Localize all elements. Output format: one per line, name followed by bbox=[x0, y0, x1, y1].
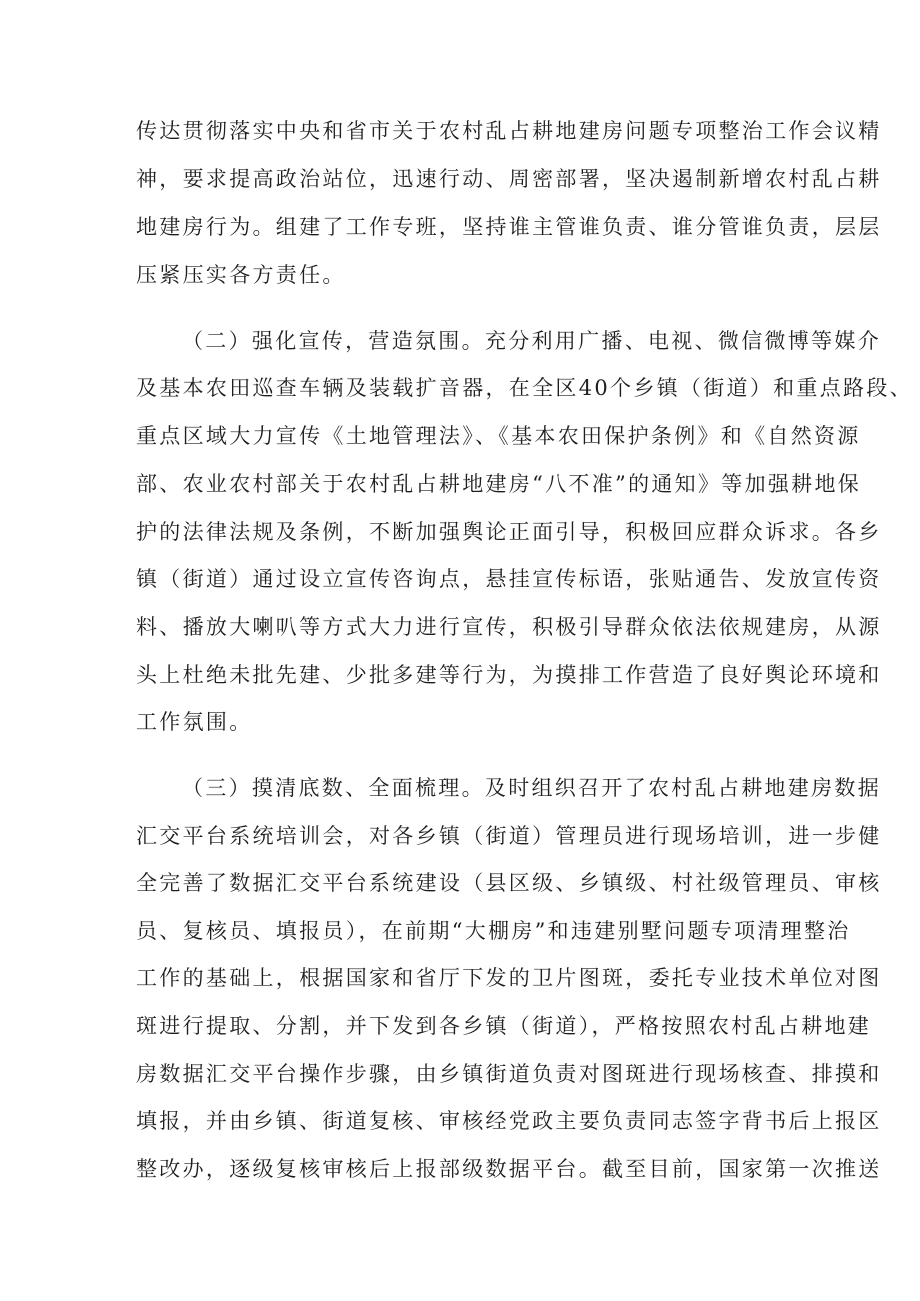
paragraph-1-line-3: 地建房行为。组建了工作专班，坚持谁主管谁负责、谁分管谁负责，层层 bbox=[136, 215, 882, 239]
paragraph-2-line-4: 部、农业农村部关于农村乱占耕地建房“八不准”的通知》等加强耕地保 bbox=[136, 472, 862, 496]
paragraph-3-line-8: 填报，并由乡镇、街道复核、审核经党政主要负责同志签字背书后上报区 bbox=[136, 1109, 882, 1133]
paragraph-2-line-8: 头上杜绝未批先建、少批多建等行为，为摸排工作营造了良好舆论环境和 bbox=[136, 663, 882, 687]
paragraph-3-line-4: 员、复核员、填报员），在前期“大棚房”和违建别墅问题专项清理整治 bbox=[136, 919, 851, 943]
paragraph-1-line-2: 神，要求提高政治站位，迅速行动、周密部署，坚决遏制新增农村乱占耕 bbox=[136, 167, 882, 191]
paragraph-3-line-7: 房数据汇交平台操作步骤，由乡镇街道负责对图斑进行现场核查、排摸和 bbox=[136, 1062, 882, 1086]
paragraph-3-line-9: 整改办，逐级复核审核后上报部级数据平台。截至目前，国家第一次推送 bbox=[136, 1157, 882, 1181]
paragraph-2-line-2: 及基本农田巡查车辆及装载扩音器，在全区40个乡镇（街道）和重点路段、 bbox=[136, 376, 913, 400]
paragraph-2-line-9: 工作氛围。 bbox=[136, 710, 253, 734]
paragraph-1-line-1: 传达贯彻落实中央和省市关于农村乱占耕地建房问题专项整治工作会议精 bbox=[136, 119, 882, 143]
paragraph-3-line-5: 工作的基础上，根据国家和省厅下发的卫片图斑，委托专业技术单位对图 bbox=[136, 966, 882, 990]
paragraph-3-line-3: 全完善了数据汇交平台系统建设（县区级、乡镇级、村社级管理员、审核 bbox=[136, 871, 882, 895]
paragraph-3-line-1: （三）摸清底数、全面梳理。及时组织召开了农村乱占耕地建房数据 bbox=[182, 776, 881, 800]
paragraph-2-line-5: 护的法律法规及条例，不断加强舆论正面引导，积极回应群众诉求。各乡 bbox=[136, 520, 882, 544]
paragraph-2-line-1: （二）强化宣传，营造氛围。充分利用广播、电视、微信微博等媒介 bbox=[182, 329, 881, 353]
paragraph-2-line-3: 重点区域大力宣传《土地管理法》、《基本农田保护条例》和《自然资源 bbox=[136, 424, 861, 448]
paragraph-2-line-7: 料、播放大喇叭等方式大力进行宣传，积极引导群众依法依规建房，从源 bbox=[136, 615, 882, 639]
paragraph-3-line-2: 汇交平台系统培训会，对各乡镇（街道）管理员进行现场培训，进一步健 bbox=[136, 824, 882, 848]
paragraph-1-line-4: 压紧压实各方责任。 bbox=[136, 263, 346, 287]
paragraph-2-line-6: 镇（街道）通过设立宣传咨询点，悬挂宣传标语，张贴通告、发放宣传资 bbox=[136, 567, 882, 591]
paragraph-3-line-6: 斑进行提取、分割，并下发到各乡镇（街道），严格按照农村乱占耕地建 bbox=[136, 1014, 872, 1038]
